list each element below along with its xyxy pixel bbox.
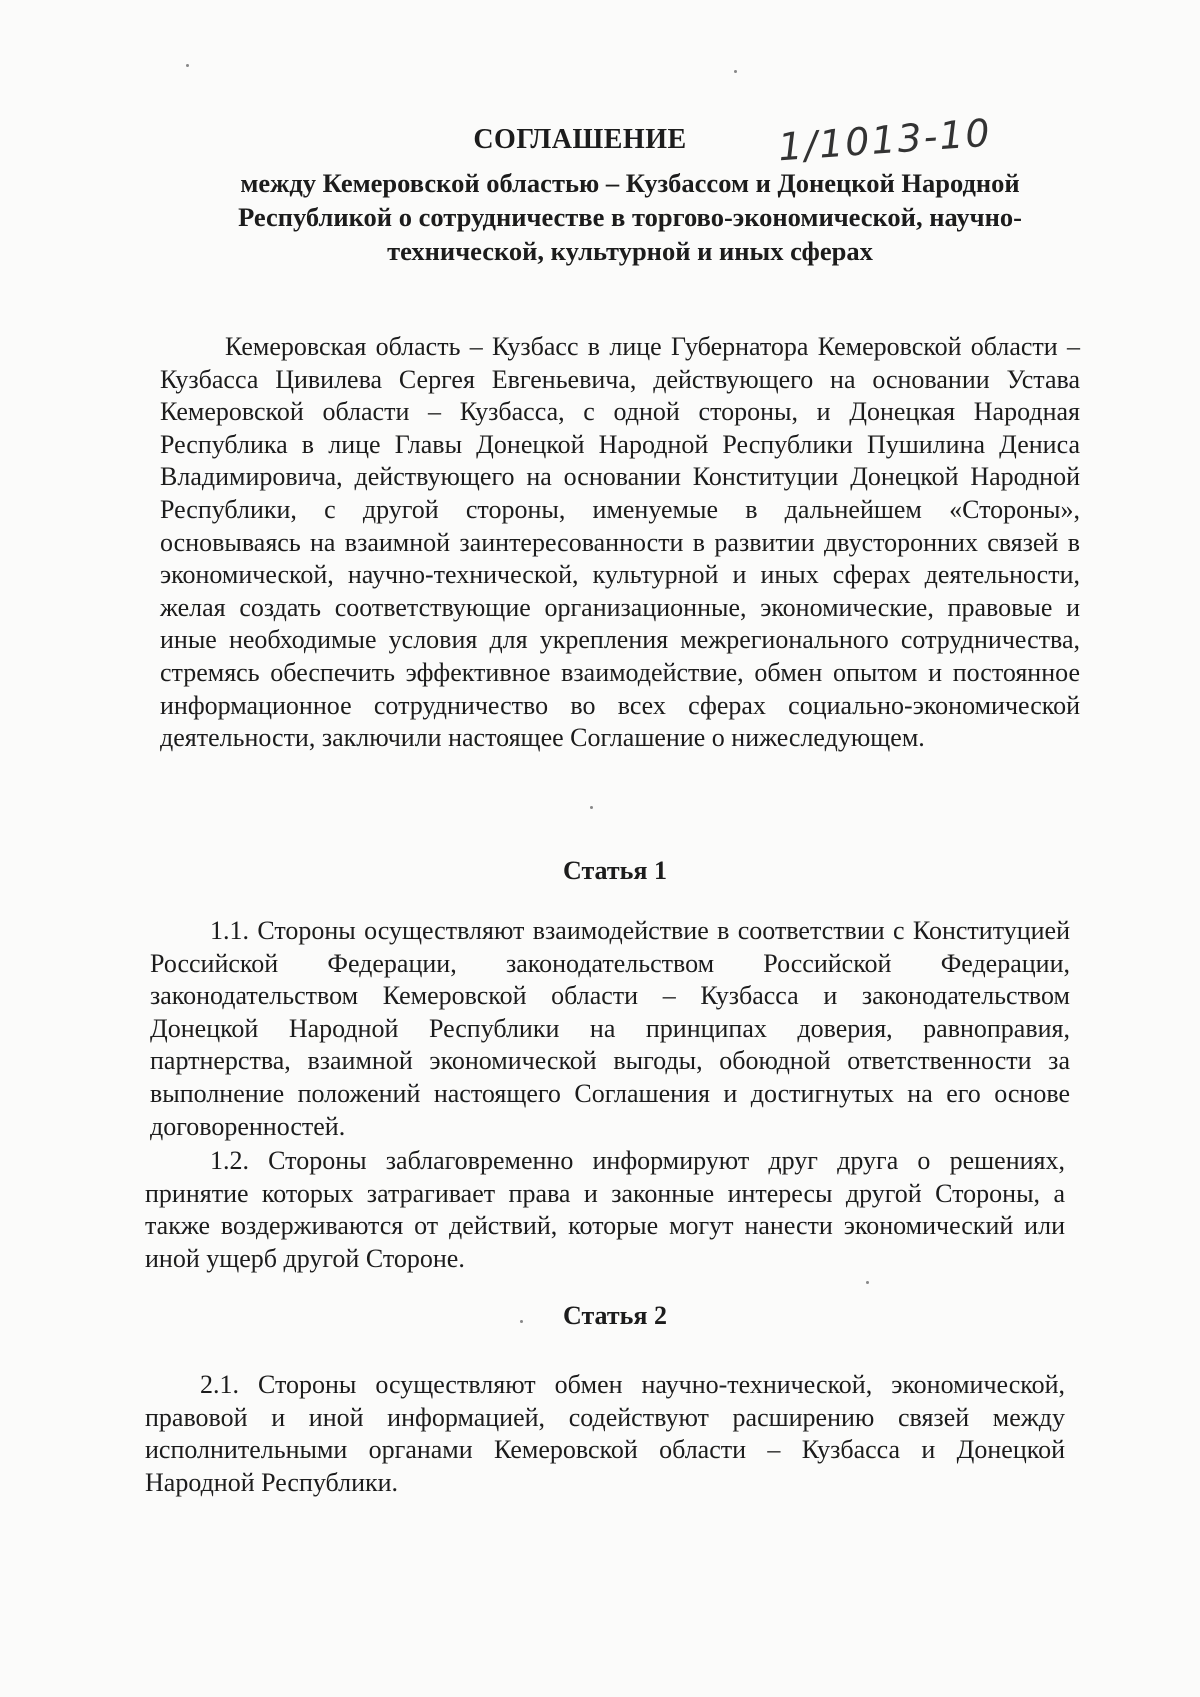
scan-speck <box>186 64 189 67</box>
handwritten-registration-number: 1/1013-10 <box>776 110 994 170</box>
document-title: СОГЛАШЕНИЕ <box>473 124 687 155</box>
article-1-paragraph-1: 1.1. Стороны осуществляют взаимодействие в соответствии с Конституцией Российской Федерации, законодательством Российской Федерации, законодательством Кемеровской области – Кузбасса и законодательством Донецкой Народной Республики на принципах доверия, равноправия, партнерства, взаимной экономической выгоды, обоюдной ответственности за выполнение положений настоящего Соглашения и достигнутых на его основе договоренностей. <box>150 916 1070 1141</box>
article-1-heading: Статья 1 <box>563 856 667 885</box>
intro-paragraph: Кемеровская область – Кузбасс в лице Губернатора Кемеровской области – Кузбасса Цивилева Сергея Евгеньевича, действующего на основании Устава Кемеровской области – Кузбасса, с одной стороны, и Донецкая Народная Республика в лице Главы Донецкой Народной Республики Пушилина Дениса Владимировича, действующего на основании Конституции Донецкой Народной Республики, с другой стороны, именуемые в дальнейшем «Стороны», основываясь на взаимной заинтересованности в развитии двусторонних связей в экономической, научно-технической, культурной и иных сферах деятельности, желая создать соответствующие организационные, экономические, правовые и иные необходимые условия для укрепления межрегионального сотрудничества, стремясь обеспечить эффективное взаимодействие, обмен опытом и постоянное информационное сотрудничество во всех сферах социально-экономической деятельности, заключили настоящее Соглашение о нижеследующем. <box>160 332 1080 753</box>
article-1-paragraph-2: 1.2. Стороны заблаговременно информируют друг друга о решениях, принятие которых затрагивает права и законные интересы другой Стороны, а также воздерживаются от действий, которые могут нанести экономический или иной ущерб другой Стороне. <box>145 1146 1065 1273</box>
scan-speck <box>520 1320 523 1323</box>
document-subtitle: между Кемеровской областью – Кузбассом и Донецкой Народной Республикой о сотрудничестве в торгово-экономической, научно-технической, культурной и иных сферах <box>238 168 1022 266</box>
scan-speck <box>590 806 593 809</box>
scan-speck <box>866 1281 869 1284</box>
article-2-paragraph-1: 2.1. Стороны осуществляют обмен научно-технической, экономической, правовой и иной информацией, содействуют расширению связей между исполнительными органами Кемеровской области – Кузбасса и Донецкой Народной Республики. <box>145 1370 1065 1497</box>
title-line <box>0 124 1200 156</box>
article-2-heading: Статья 2 <box>563 1301 667 1330</box>
scan-speck <box>734 70 737 73</box>
